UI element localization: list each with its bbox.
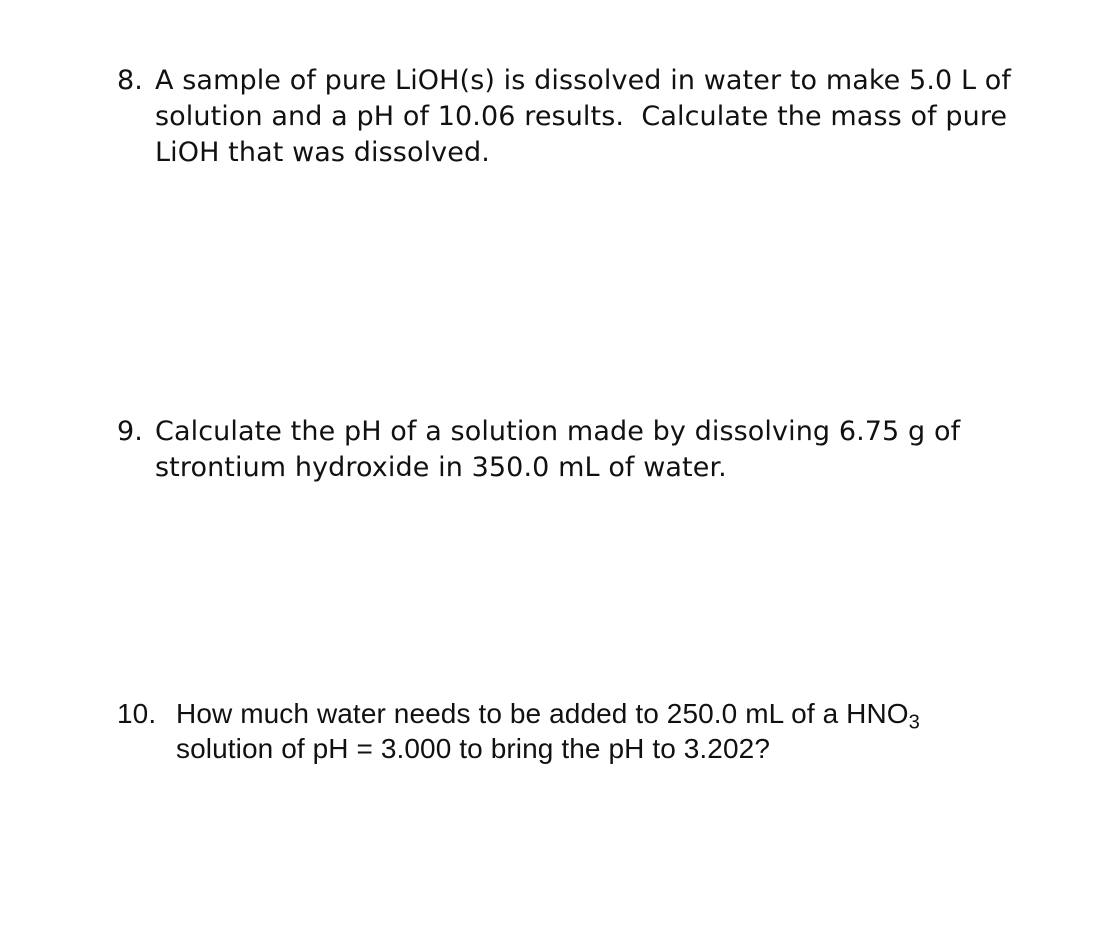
question-9-line-1: Calculate the pH of a solution made by dissolving 6.75 g of — [155, 416, 961, 447]
question-9-number: 9. — [117, 416, 143, 447]
question-8-line-2: solution and a pH of 10.06 results. Calculate the mass of pure — [155, 101, 1008, 132]
hno3-subscript: 3 — [908, 711, 920, 734]
question-10-number: 10. — [117, 698, 157, 729]
question-10-line-1-text: How much water needs to be added to 250.0 mL of a HNO — [176, 698, 909, 729]
question-8-number: 8. — [117, 65, 143, 96]
question-9-line-2: strontium hydroxide in 350.0 mL of water. — [155, 452, 727, 483]
question-8-line-1: A sample of pure LiOH(s) is dissolved in water to make 5.0 L of — [155, 65, 1012, 96]
question-10-line-1 — [176, 696, 920, 732]
question-8-line-3: LiOH that was dissolved. — [155, 137, 490, 168]
question-10-line-2: solution of pH = 3.000 to bring the pH to 3.202? — [176, 733, 770, 764]
